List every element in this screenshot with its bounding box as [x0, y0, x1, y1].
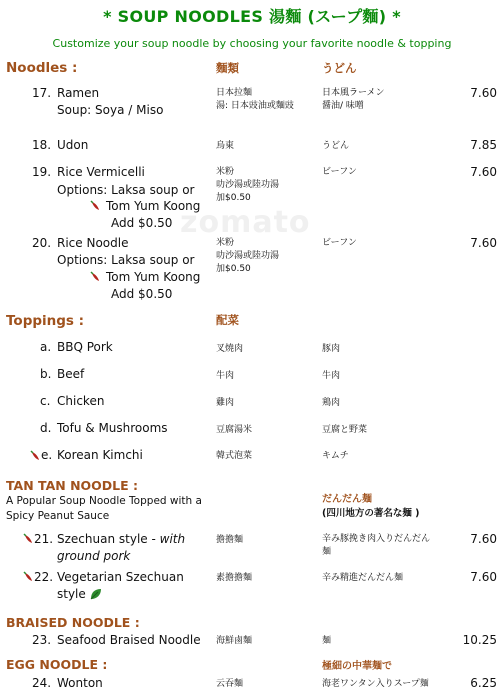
item-number: 23. [32, 633, 52, 647]
item-jp: 醤油/ 味噌 [322, 101, 364, 111]
item-jp: 麺 [322, 547, 332, 557]
item-jp: 日本風ラーメン [322, 88, 385, 98]
item-cn: 米粉 [216, 167, 235, 177]
item-number: 17. [32, 86, 52, 100]
item-jp: 辛み豚挽き肉入りだんだん [322, 534, 431, 544]
leaf-icon [90, 588, 102, 600]
item-jp: ビーフン [322, 238, 357, 248]
item-price: 7.60 [470, 86, 497, 100]
topping-name: BBQ Pork [57, 340, 113, 354]
noodles-col-cn: 麵類 [216, 61, 239, 75]
toppings-col-cn: 配菜 [216, 313, 239, 327]
item-cn: 米粉 [216, 238, 235, 248]
item-jp: ビーフン [322, 167, 357, 177]
item-option: Options: Laksa soup or [57, 183, 195, 197]
item-number: 19. [32, 165, 52, 179]
item-cn: 加$0.50 [216, 264, 251, 274]
item-price: 7.85 [470, 138, 497, 152]
topping-cn: 牛肉 [216, 371, 235, 381]
tantan-jp-sub: (四川地方の著名な麺 ) [322, 508, 420, 519]
noodles-heading: Noodles : [6, 60, 78, 76]
topping-letter: a. [40, 340, 52, 354]
item-number: 24. [32, 676, 52, 690]
tantan-heading: TAN TAN NOODLE : [6, 478, 139, 493]
item-name: Ramen [57, 86, 100, 100]
chili-pepper-icon [90, 200, 102, 212]
item-option: Soup: Soya / Miso [57, 103, 164, 117]
topping-cn: 雞肉 [216, 398, 235, 408]
item-price: 7.60 [470, 532, 497, 546]
item-cn: 擔擔麵 [216, 535, 244, 545]
item-jp: うどん [322, 141, 350, 151]
tantan-desc: Spicy Peanut Sauce [6, 510, 110, 522]
item-price: 7.60 [470, 570, 497, 584]
item-name: Seafood Braised Noodle [57, 633, 201, 647]
item-name: Rice Noodle [57, 236, 129, 250]
topping-jp: 鶏肉 [322, 398, 341, 408]
topping-name: Tofu & Mushrooms [57, 421, 168, 435]
page-title: * SOUP NOODLES 湯麵 (スープ麵) * [103, 7, 401, 26]
item-cn: 海鮮鹵麵 [216, 636, 253, 646]
item-jp: 辛み精進だんだん麺 [322, 573, 404, 583]
item-name: Wonton [57, 676, 103, 690]
watermark: zomato [180, 205, 311, 240]
item-cn: 加$0.50 [216, 193, 251, 203]
item-option: Tom Yum Koong [106, 199, 201, 213]
item-addon: Add $0.50 [111, 216, 173, 230]
topping-letter: c. [40, 394, 51, 408]
chili-pepper-icon [90, 271, 102, 283]
topping-letter: e. [41, 448, 53, 462]
item-cn: 日本拉麵 [216, 88, 253, 98]
item-price: 10.25 [462, 633, 497, 647]
item-name-detail: ground pork [57, 549, 131, 563]
item-jp: 麺 [322, 636, 332, 646]
topping-letter: d. [40, 421, 52, 435]
item-cn: 素擔擔麵 [216, 573, 253, 583]
egg-heading: EGG NOODLE : [6, 657, 108, 672]
item-number: 22. [34, 570, 54, 584]
item-cn: 湯: 日本豉油或麵豉 [216, 101, 294, 111]
tantan-desc: A Popular Soup Noodle Topped with a [6, 495, 202, 507]
item-number: 18. [32, 138, 52, 152]
topping-jp: キムチ [322, 451, 349, 461]
item-name: Rice Vermicelli [57, 165, 145, 179]
topping-jp: 豚肉 [322, 344, 341, 354]
topping-cn: 叉燒肉 [216, 344, 244, 354]
topping-name: Beef [57, 367, 85, 381]
egg-jp-head: 極細の中華麺で [322, 661, 392, 672]
item-jp: 海老ワンタン入りスープ麺 [322, 679, 429, 689]
item-price: 7.60 [470, 165, 497, 179]
item-cn: 云吞麵 [216, 679, 244, 689]
item-price: 6.25 [470, 676, 497, 690]
item-option: Options: Laksa soup or [57, 253, 195, 267]
item-number: 21. [34, 532, 54, 546]
noodles-col-jp: うどん [322, 61, 357, 75]
item-name-detail: style [57, 587, 86, 601]
item-name: Vegetarian Szechuan [57, 570, 184, 584]
topping-name: Korean Kimchi [57, 448, 143, 462]
page-subtitle: Customize your soup noodle by choosing your favorite noodle & topping [52, 37, 452, 50]
topping-jp: 豆腐と野菜 [322, 425, 368, 435]
topping-jp: 牛肉 [322, 371, 341, 381]
tantan-jp-head: だんだん麺 [322, 494, 372, 505]
braised-heading: BRAISED NOODLE : [6, 615, 140, 630]
item-option: Tom Yum Koong [106, 270, 201, 284]
item-price: 7.60 [470, 236, 497, 250]
item-cn: 烏東 [216, 141, 235, 151]
topping-name: Chicken [57, 394, 105, 408]
item-number: 20. [32, 236, 52, 250]
item-cn: 叻沙湯或陸功湯 [216, 251, 280, 261]
item-addon: Add $0.50 [111, 287, 173, 301]
topping-cn: 豆腐湯米 [216, 425, 253, 435]
item-name: Szechuan style - with [57, 532, 186, 546]
topping-cn: 韓式泡菜 [216, 451, 253, 461]
item-name: Udon [57, 138, 89, 152]
item-cn: 叻沙湯或陸功湯 [216, 180, 280, 190]
topping-letter: b. [40, 367, 52, 381]
toppings-heading: Toppings : [6, 313, 85, 329]
